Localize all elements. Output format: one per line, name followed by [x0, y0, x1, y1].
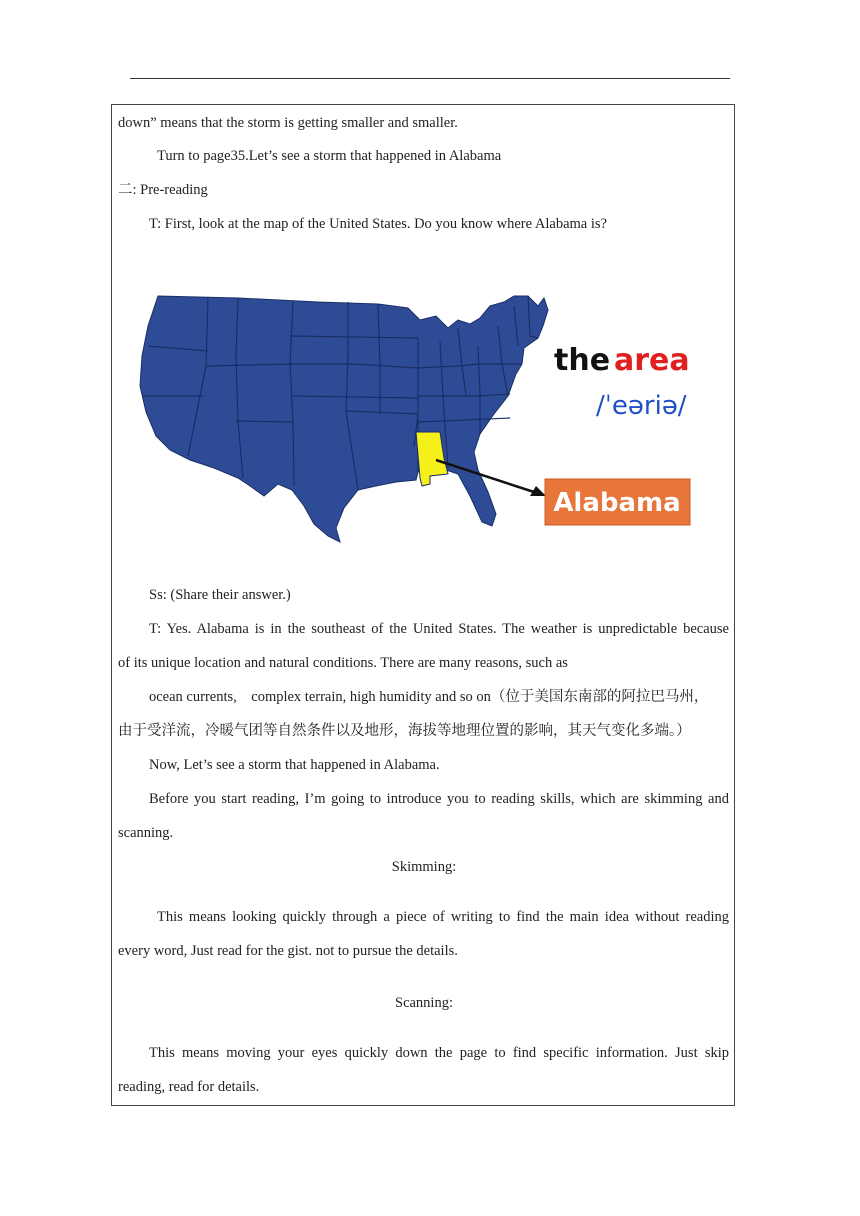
- text-line-7: of its unique location and natural conditions. There are many reasons, such as: [118, 655, 568, 671]
- text-line-9: 由于受洋流，冷暖气团等自然条件以及地形，海拔等地理位置的影响，其天气变化多端。）: [118, 723, 691, 739]
- phonetic-text: /ˈeəriə/: [596, 391, 687, 421]
- alabama-label: Alabama: [553, 488, 681, 518]
- heading-scanning: Scanning:: [395, 995, 453, 1011]
- text-line-8: ocean currents, complex terrain, high humidity and so on（位于美国东南部的阿拉巴马州，: [149, 689, 709, 705]
- text-line-15: every word, Just read for the gist. not to pursue the details.: [118, 943, 458, 959]
- text-line-10: Now, Let’s see a storm that happened in Alabama.: [149, 757, 440, 773]
- text-line-12: scanning.: [118, 825, 174, 841]
- text-line-18: reading, read for details.: [118, 1079, 260, 1095]
- text-line-2: Turn to page35.Let’s see a storm that happened in Alabama: [157, 148, 502, 164]
- text-line-6: T: Yes. Alabama is in the southeast of the United States. The weather is unpredictable because: [149, 621, 729, 637]
- text-line-14: This means looking quickly through a piece of writing to find the main idea without reading: [157, 909, 729, 925]
- text-line-17: This means moving your eyes quickly down the page to find specific information. Just skip: [149, 1045, 729, 1061]
- header-rule: [130, 78, 730, 79]
- text-line-1: down” means that the storm is getting smaller and smaller.: [118, 115, 458, 131]
- text-line-4: T: First, look at the map of the United States. Do you know where Alabama is?: [149, 216, 607, 232]
- heading-skimming: Skimming:: [391, 859, 457, 875]
- title-the: the: [554, 343, 611, 378]
- title-area: area: [614, 343, 690, 378]
- section-heading-pre-reading: 二: Pre-reading: [118, 182, 208, 198]
- text-line-11: Before you start reading, I’m going to introduce you to reading skills, which are skimming and: [149, 791, 729, 807]
- text-line-5: Ss: (Share their answer.): [149, 587, 291, 603]
- us-map-image: [118, 246, 730, 570]
